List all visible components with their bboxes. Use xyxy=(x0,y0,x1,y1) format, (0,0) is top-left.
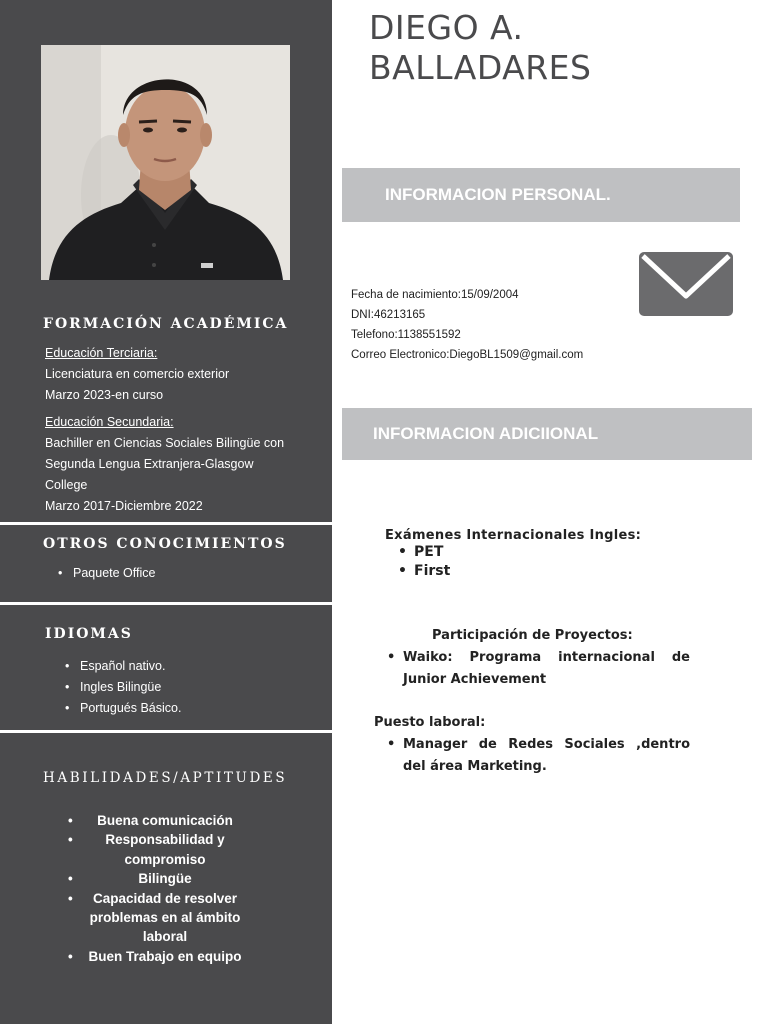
job-list xyxy=(403,734,690,778)
skills-list xyxy=(60,811,270,966)
mail-icon xyxy=(639,252,733,316)
list-item: • Ingles Bilingüe xyxy=(80,677,181,698)
job-title: Puesto laboral: xyxy=(374,715,486,730)
secondary-dates: Marzo 2017-Diciembre 2022 xyxy=(45,499,203,513)
exams-list xyxy=(414,543,450,581)
person-name: DIEGO A. BALLADARES xyxy=(369,8,592,87)
list-item: • Español nativo. xyxy=(80,656,181,677)
list-item: • Portugués Básico. xyxy=(80,698,181,719)
tertiary-degree: Licenciatura en comercio exterior xyxy=(45,367,230,381)
secondary-line3: College xyxy=(45,478,88,492)
divider xyxy=(0,522,340,525)
languages-heading: IDIOMAS xyxy=(45,626,133,642)
tertiary-label: Educación Terciaria: xyxy=(45,346,158,360)
tertiary-dates: Marzo 2023-en curso xyxy=(45,388,164,402)
list-item: • PET xyxy=(414,543,450,562)
phone: Telefono:1138551592 xyxy=(351,329,461,341)
exams-title: Exámenes Internacionales Ingles: xyxy=(385,528,642,543)
personal-info xyxy=(351,285,583,365)
personal-info-bar xyxy=(342,168,740,222)
divider xyxy=(0,730,340,733)
list-item: • Bilingüe xyxy=(60,869,270,888)
list-item: • Paquete Office xyxy=(73,563,155,584)
list-item: • Responsabilidad y compromiso xyxy=(60,830,270,869)
profile-photo xyxy=(41,45,290,280)
personal-info-title: INFORMACION PERSONAL. xyxy=(385,185,611,204)
list-item: • First xyxy=(414,562,450,581)
dni: DNI:46213165 xyxy=(351,309,426,321)
secondary-line1: Bachiller en Ciencias Sociales Bilingüe con xyxy=(45,436,285,450)
projects-list xyxy=(403,647,690,691)
other-knowledge-list xyxy=(73,563,155,584)
additional-info-title: INFORMACION ADICIIONAL xyxy=(373,424,599,443)
projects-title: Participación de Proyectos: xyxy=(432,628,633,643)
divider xyxy=(0,602,340,605)
birth-date: Fecha de nacimiento:15/09/2004 xyxy=(351,289,519,301)
list-item: • Buena comunicación xyxy=(60,811,270,830)
list-item: • Manager de Redes Sociales ,dentro del área Marketing. xyxy=(403,734,690,778)
list-item: • Capacidad de resolver problemas en al ámbito laboral xyxy=(60,889,270,947)
email: Correo Electronico:DiegoBL1509@gmail.com xyxy=(351,349,584,361)
education-block xyxy=(45,343,325,517)
person-portrait-icon xyxy=(41,45,290,280)
skills-heading: HABILIDADES/APTITUDES xyxy=(43,770,288,786)
list-item: • Buen Trabajo en equipo xyxy=(60,947,270,966)
other-knowledge-heading: OTROS CONOCIMIENTOS xyxy=(43,536,287,552)
education-heading: FORMACIÓN ACADÉMICA xyxy=(43,316,289,332)
additional-info-bar xyxy=(342,408,752,460)
secondary-line2: Segunda Lengua Extranjera-Glasgow xyxy=(45,457,254,471)
secondary-label: Educación Secundaria: xyxy=(45,415,174,429)
list-item: • Waiko: Programa internacional de Junior Achievement xyxy=(403,647,690,691)
languages-list xyxy=(80,656,181,719)
